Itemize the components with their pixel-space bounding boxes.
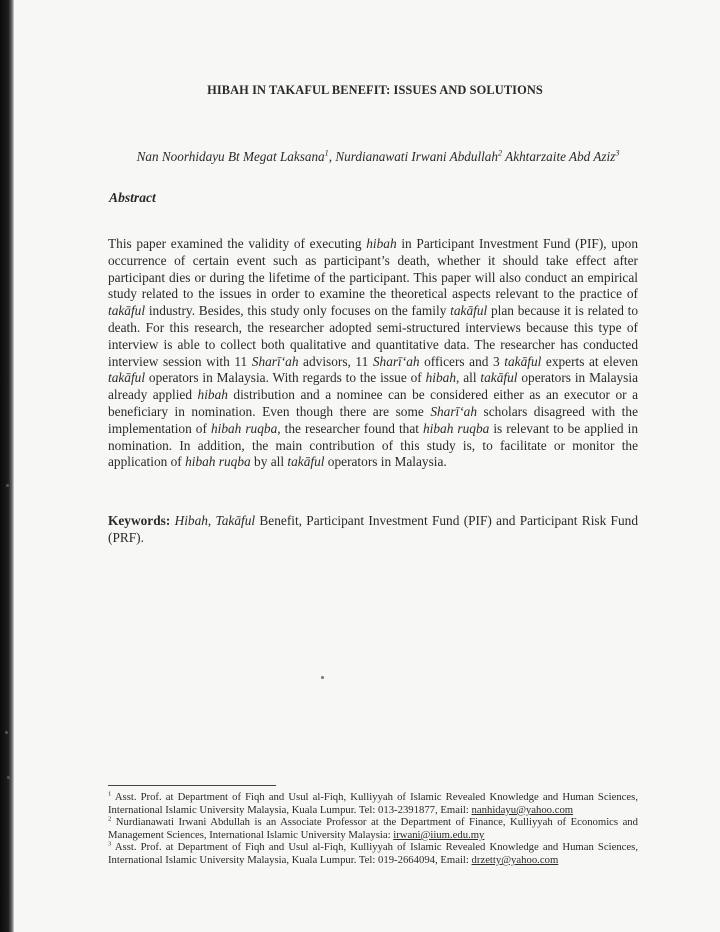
italic-term: hibah [366,236,397,251]
italic-term: hibah ruqba [423,420,490,436]
text-run: in Participant Investment Fund (PIF), upon occurrence of certain event such as participant’s death, whether it should take effect after participant dies or during the lifetime of the participant. This paper will also conduct an empirical study related to the issues in order to examine the theoretical aspects relevant to the practice of [108,236,638,302]
text-run: distribution and a nominee can be considered either as an executor or a beneficiary in nomination. Even though there are some [108,387,638,419]
text-run: is relevant to be applied in nomination. In addition, the main contribution of this study is, to facilitate or monitor the application of [108,420,638,470]
text-run: operators in Malaysia already applied [108,370,639,403]
text-run: operators in Malaysia. [324,454,447,470]
italic-term: hibah [425,370,457,386]
text-run: industry. Besides, this study only focuses on the family [145,303,451,319]
scan-speck [5,731,8,734]
italic-term: takāful [504,353,542,369]
abstract-body [108,236,638,471]
italic-term: hibah ruqba [210,420,278,436]
text-run: Benefit, Participant Investment Fund (PIF) and Participant Risk Fund (PRF). [108,513,638,545]
footnote-email[interactable]: irwani@iium.edu.my [393,828,485,841]
footnote [108,791,638,816]
footnote [108,841,638,866]
italic-term: hibah ruqba [185,454,251,470]
scan-edge [0,0,14,932]
text-run: by all [250,454,288,470]
author-separator: , [328,149,336,164]
italic-term: takāful [480,370,518,386]
keywords-list [108,513,638,545]
text-run: plan because it is related to death. For this research, the researcher adopted semi-structured interviews because this type of interview is able to collect both qualitative and quantitative data. The researcher has conducted interview session with 11 [108,303,639,369]
scan-speck [6,484,9,487]
footnote-rule [108,785,276,786]
author-affiliation-mark: 1 [324,148,329,158]
keywords-label: Keywords: [108,513,171,528]
abstract-heading: Abstract [109,190,156,205]
author-name: Akhtarzaite Abd Aziz [505,149,616,164]
author-name: Nan Noorhidayu Bt Megat Laksana [136,149,325,164]
keywords-paragraph [108,512,638,546]
italic-term: takāful [287,454,325,470]
footnote-email[interactable]: nanhidayu@yahoo.com [471,803,574,816]
footnotes [108,791,638,867]
italic-term: Sharī‘ah [251,353,299,369]
italic-term: Sharī‘ah [430,403,478,419]
footnote-mark: 1 [108,790,112,798]
italic-term: Sharī‘ah [372,353,420,369]
text-run: This paper examined the validity of executing [108,236,367,251]
text-run: operators in Malaysia. With regards to the issue of [145,370,426,386]
footnote-text: Asst. Prof. at Department of Fiqh and Usul al-Fiqh, Kulliyyah of Islamic Revealed Knowledge and Human Sciences, International Islamic University Malaysia, Kuala Lumpur. Tel: 013-2391877, Email: [108,791,638,816]
text-run: scholars disagreed with the implementation of [108,403,638,436]
footnote-text: Asst. Prof. at Department of Fiqh and Usul al-Fiqh, Kulliyyah of Islamic Revealed Knowledge and Human Sciences, International Islamic University Malaysia, Kuala Lumpur. Tel: 019-2664094, Email: [108,841,638,866]
footnote-mark: 2 [108,815,112,823]
italic-term: hibah [197,387,228,403]
footnote [108,816,638,841]
scan-speck [321,676,324,679]
text-run: , the researcher found that [277,420,423,436]
scan-speck [7,776,10,779]
author-line [108,149,648,165]
italic-term: Hibah [174,513,208,528]
italic-term: takāful [450,303,488,319]
text-run: experts at eleven [541,353,639,369]
author-affiliation-mark: 3 [615,148,620,158]
italic-term: takāful [108,370,146,386]
footnote-email[interactable]: drzetty@yahoo.com [471,853,559,866]
text-run: advisors, 11 [298,353,373,369]
text-run: , [207,513,216,528]
text-run: officers and 3 [419,353,505,369]
footnote-mark: 3 [108,840,112,848]
text-run: , all [456,370,481,386]
italic-term: Takāful [215,513,256,528]
footnote-text: Nurdianawati Irwani Abdullah is an Associate Professor at the Department of Finance, Kulliyyah of Economics and Management Sciences, International Islamic University Malaysia: [108,816,638,841]
author-name: Nurdianawati Irwani Abdullah [335,149,498,164]
paper-title: HIBAH IN TAKAFUL BENEFIT: ISSUES AND SOLUTIONS [207,83,543,97]
italic-term: takāful [108,303,146,319]
author-affiliation-mark: 2 [498,148,503,158]
